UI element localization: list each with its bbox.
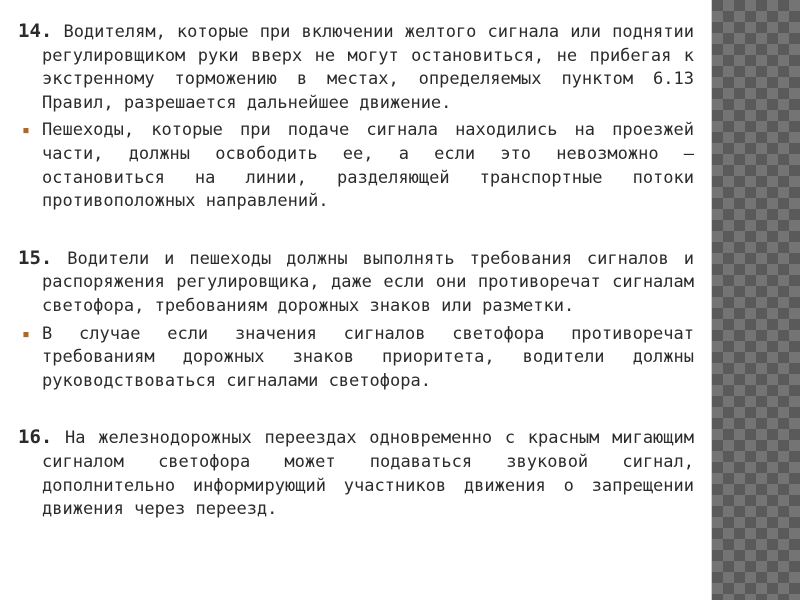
paragraph-16: [18, 426, 694, 521]
paragraph-text: Водителям, которые при включении желтого сигнала или поднятии регулировщиком руки вверх не могут остановиться, не прибегая к экстренному торможению в местах, определяемых пунктом 6.13 Правил, разрешается дальнейшее движение.: [42, 22, 694, 113]
bullet-icon: ▪: [22, 326, 30, 342]
bullet-text: Пешеходы, которые при подаче сигнала находились на проезжей части, должны освободить ее, а если это невозможно — остановиться на линии, разделяющей транспортные потоки противоположных направлений.: [42, 120, 694, 212]
spacer: [18, 214, 694, 247]
paragraph-15: [18, 247, 694, 319]
paragraph-text: На железнодорожных переездах одновременно с красным мигающим сигналом светофора может подаваться звуковой сигнал, дополнительно информирующий участников движения о запрещении движения через переезд.: [42, 428, 694, 520]
paragraph-14: [18, 20, 694, 115]
bullet-item: [18, 323, 694, 394]
bullet-icon: ▪: [22, 123, 30, 139]
paragraph-number: 15.: [18, 246, 53, 269]
slide-content: [18, 20, 694, 522]
paragraph-text: Водители и пешеходы должны выполнять требования сигналов и распоряжения регулировщика, даже если они противоречат сигналам светофора, требованиям дорожных знаков или разметки.: [42, 248, 694, 316]
spacer: [18, 393, 694, 426]
paragraph-number: 16.: [18, 426, 53, 449]
bullet-item: [18, 119, 694, 213]
bullet-text: В случае если значения сигналов светофора противоречат требованиям дорожных знаков приоритета, водители должны руководствоваться сигналами светофора.: [42, 323, 694, 391]
decorative-pattern-panel: [712, 0, 800, 600]
paragraph-number: 14.: [18, 20, 53, 42]
